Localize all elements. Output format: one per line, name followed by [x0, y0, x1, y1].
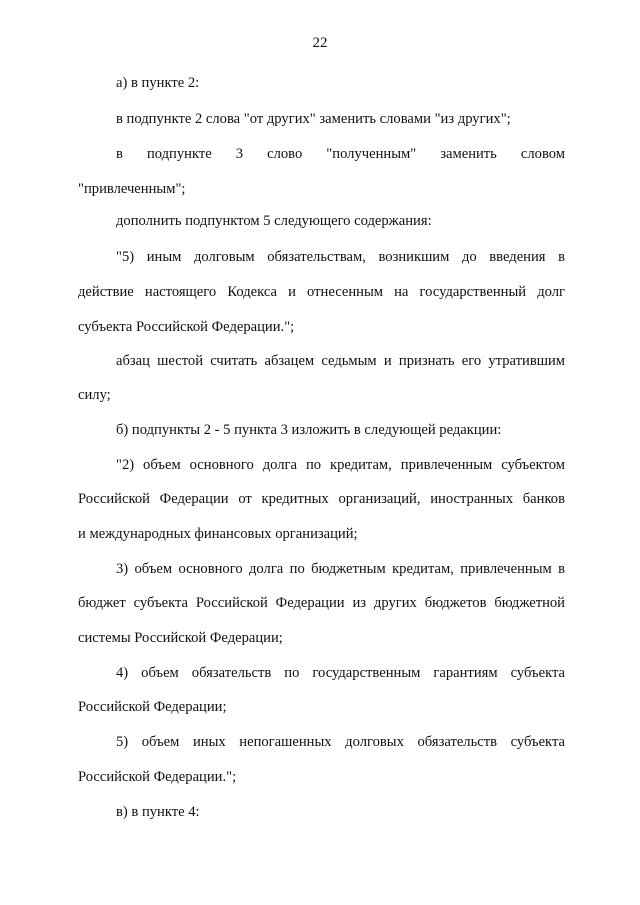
paragraph-line: 4) объем обязательств по государственным гарантиям субъекта — [116, 665, 565, 681]
paragraph-line: силу; — [78, 387, 111, 403]
paragraph-line: дополнить подпунктом 5 следующего содержания: — [116, 213, 432, 229]
paragraph-line: субъекта Российской Федерации."; — [78, 319, 295, 335]
paragraph-line: системы Российской Федерации; — [78, 630, 283, 646]
paragraph-line: а) в пункте 2: — [116, 75, 200, 91]
paragraph-line: Российской Федерации; — [78, 699, 227, 715]
paragraph-line: абзац шестой считать абзацем седьмым и признать его утратившим — [116, 353, 565, 369]
paragraph-line: "2) объем основного долга по кредитам, привлеченным субъектом — [116, 457, 565, 473]
paragraph-line: в подпункте 3 слово "полученным" заменить словом — [116, 146, 565, 162]
paragraph-line: б) подпункты 2 - 5 пункта 3 изложить в следующей редакции: — [116, 422, 502, 438]
paragraph-line: 5) объем иных непогашенных долговых обязательств субъекта — [116, 734, 565, 750]
paragraph-line: действие настоящего Кодекса и отнесенным на государственный долг — [78, 284, 565, 300]
paragraph-line: 3) объем основного долга по бюджетным кредитам, привлеченным в — [116, 561, 565, 577]
paragraph-line: бюджет субъекта Российской Федерации из других бюджетов бюджетной — [78, 595, 565, 611]
page-number: 22 — [312, 35, 328, 51]
paragraph-line: "привлеченным"; — [78, 181, 186, 197]
paragraph-line: Российской Федерации от кредитных организаций, иностранных банков — [78, 491, 565, 507]
paragraph-line: в) в пункте 4: — [116, 804, 200, 820]
paragraph-line: в подпункте 2 слова "от других" заменить словами "из других"; — [116, 111, 511, 127]
paragraph-line: "5) иным долговым обязательствам, возникшим до введения в — [116, 249, 565, 265]
paragraph-line: Российской Федерации."; — [78, 769, 237, 785]
paragraph-line: и международных финансовых организаций; — [78, 526, 358, 542]
